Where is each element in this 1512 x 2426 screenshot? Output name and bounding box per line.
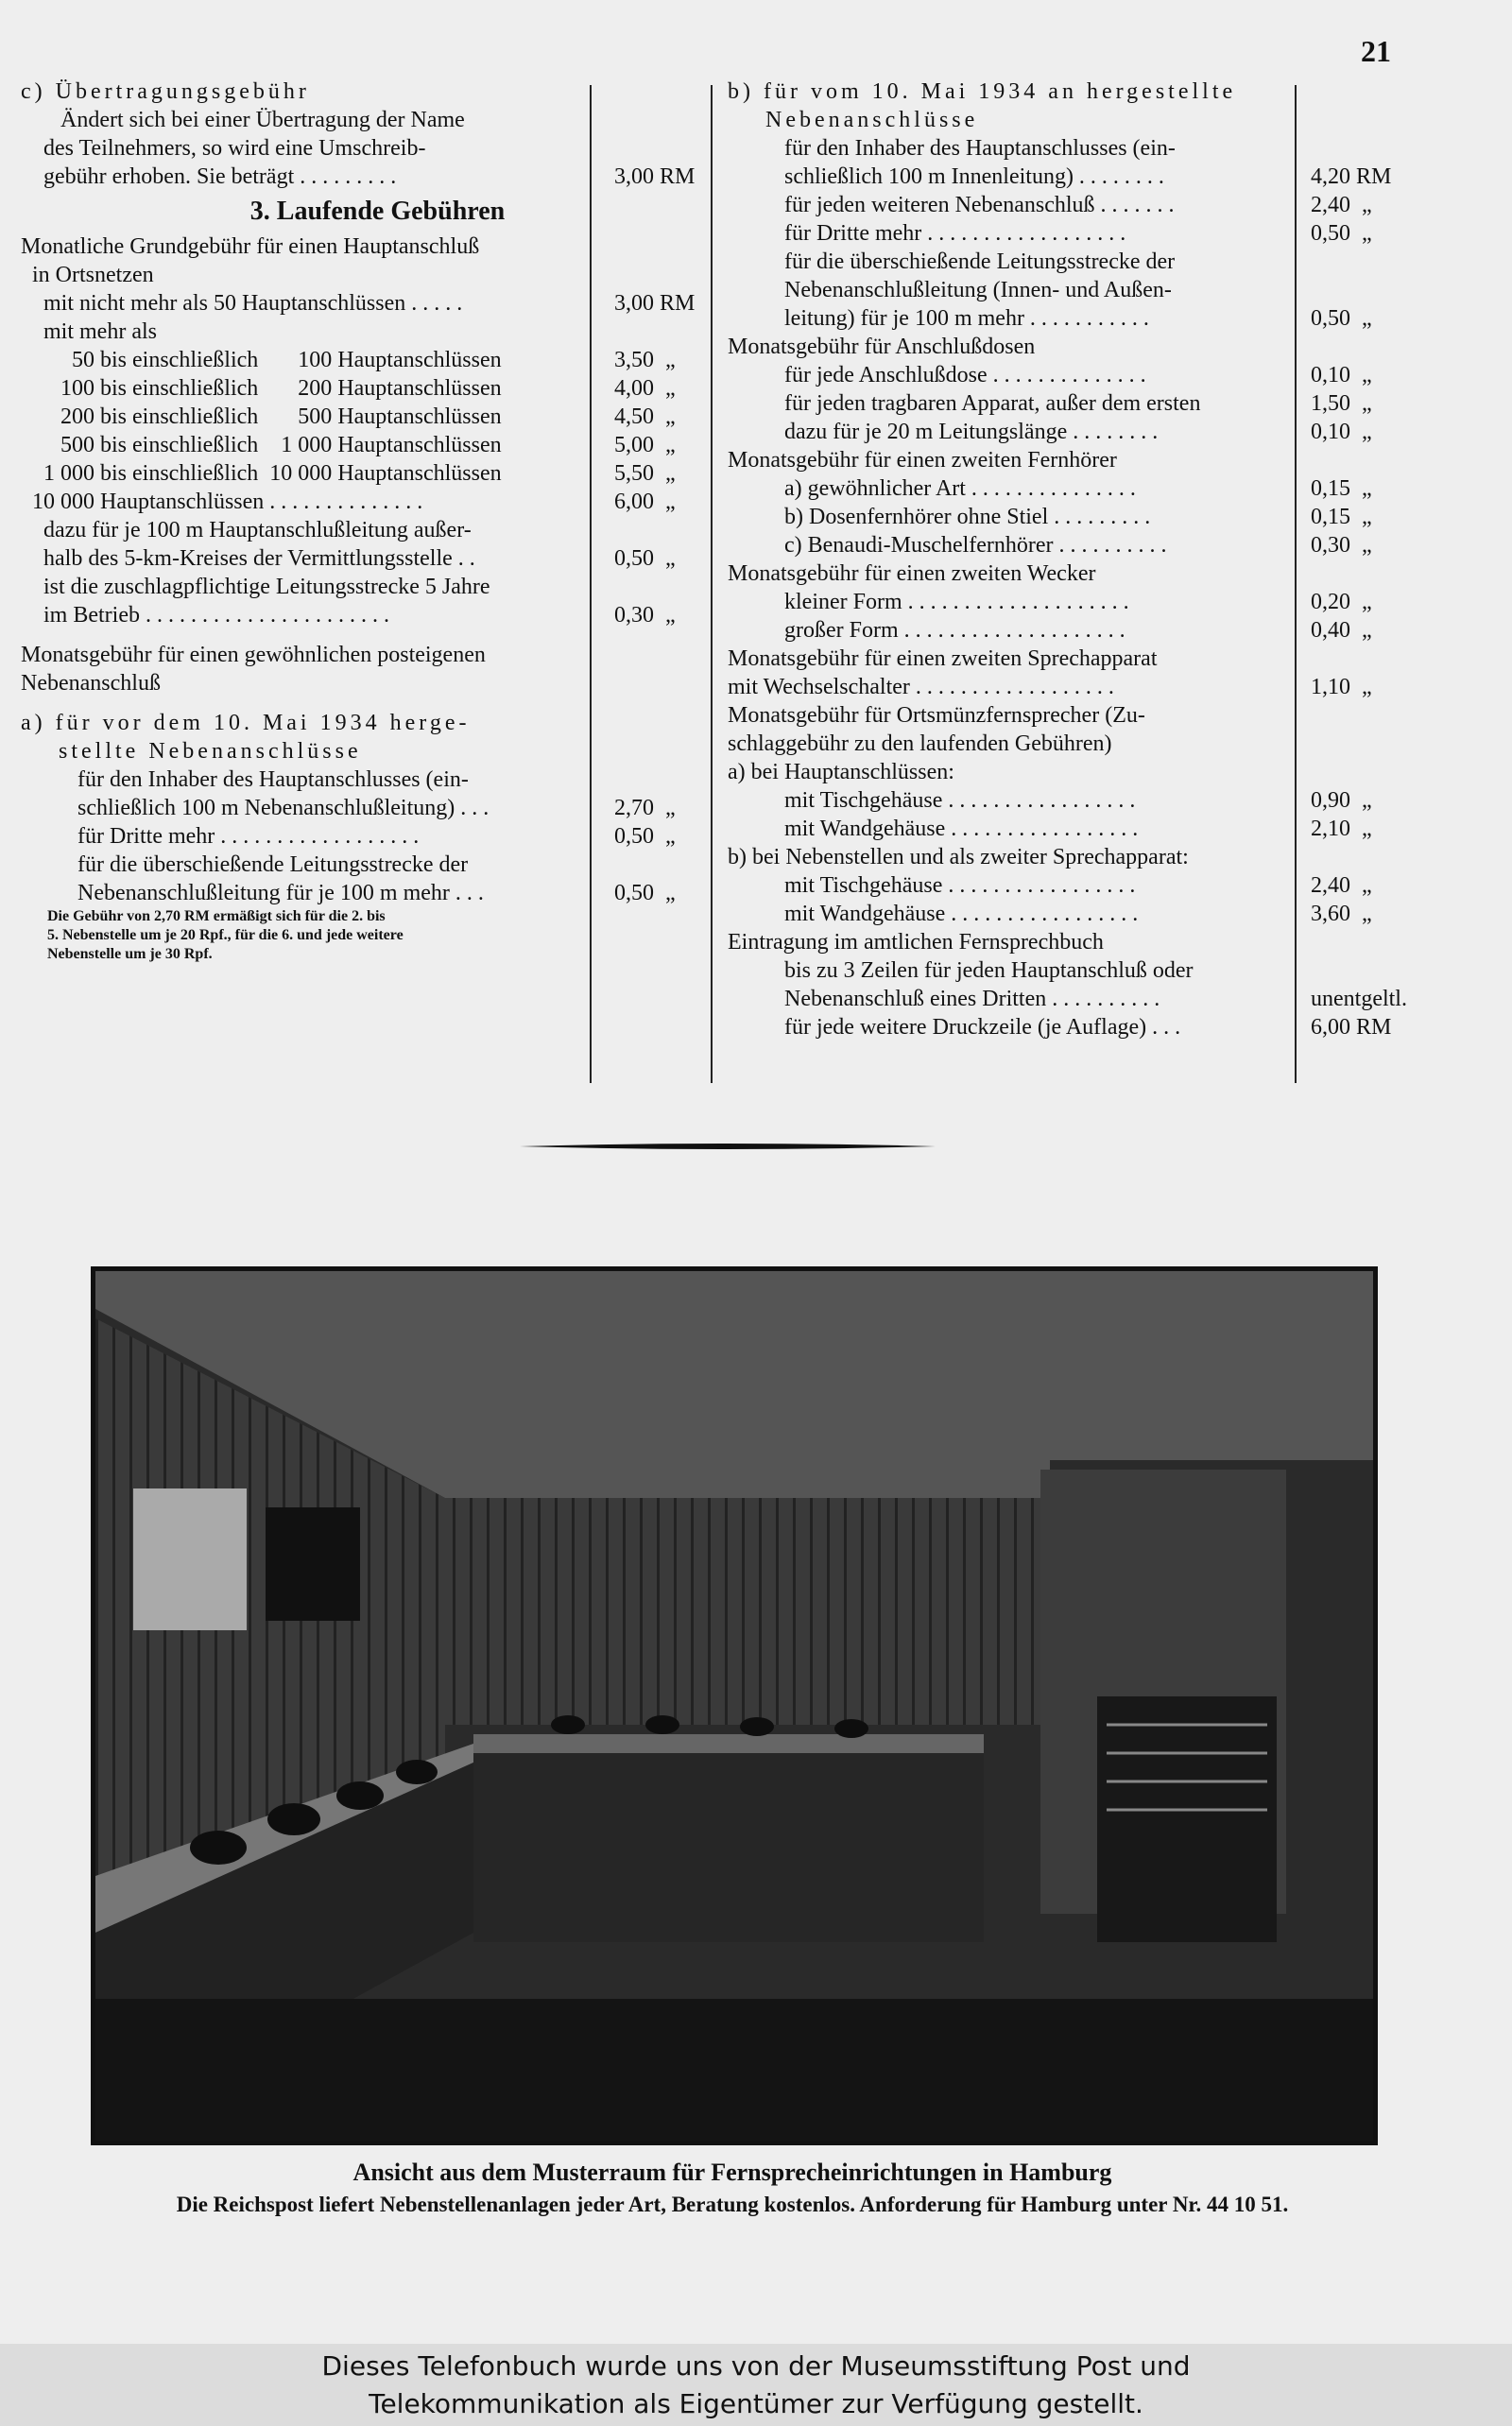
- fee-amount: 1,10 „: [1311, 675, 1372, 699]
- page-number: 21: [1361, 34, 1391, 68]
- fee-description: Monatsgebühr für einen gewöhnlichen posteigenen: [21, 643, 486, 667]
- fee-description: für jeden weiteren Nebenanschluß . . . . . . .: [728, 193, 1175, 217]
- fee-amount: 0,15 „: [1311, 505, 1372, 529]
- showroom-photo: [91, 1266, 1378, 2145]
- fee-line: [728, 786, 1416, 815]
- fee-description: 1 000 bis einschließlich 10 000 Hauptanschlüssen: [21, 461, 502, 486]
- fee-amount: 0,30 „: [1311, 533, 1372, 558]
- fee-description: 500 bis einschließlich 1 000 Hauptanschlüssen: [21, 433, 502, 457]
- fee-amount: 6,00 „: [614, 490, 676, 514]
- fee-line: [21, 459, 696, 488]
- fee-amount: 4,20 RM: [1311, 164, 1392, 189]
- spacer: [21, 697, 696, 709]
- fee-amount: 6,00 RM: [1311, 1015, 1392, 1040]
- fee-line: [728, 843, 1416, 871]
- footnote-line: [21, 926, 696, 945]
- spacer: [21, 629, 696, 641]
- fee-description: schlaggebühr zu den laufenden Gebühren): [728, 731, 1112, 756]
- fee-line: [21, 403, 696, 431]
- fee-description: bis zu 3 Zeilen für jeden Hauptanschluß oder: [728, 958, 1194, 983]
- footnote-line: [21, 945, 696, 964]
- fee-amount: 1,50 „: [1311, 391, 1372, 416]
- fee-line: [21, 879, 696, 907]
- fee-description: für die überschießende Leitungsstrecke der: [728, 249, 1176, 274]
- fee-description: dazu für je 20 m Leitungslänge . . . . . . . .: [728, 420, 1159, 444]
- fee-description: Nebenanschlußleitung für je 100 m mehr . . .: [21, 881, 484, 905]
- section-divider: [520, 1144, 936, 1149]
- fee-line: [728, 276, 1416, 304]
- fee-line: [728, 815, 1416, 843]
- fee-description: Monatsgebühr für einen zweiten Sprechapparat: [728, 646, 1158, 671]
- fee-description: im Betrieb . . . . . . . . . . . . . . . . . . . . . .: [21, 603, 389, 628]
- fee-description: Monatsgebühr für einen zweiten Fernhörer: [728, 448, 1117, 473]
- fee-description: Nebenanschlußleitung (Innen- und Außen-: [728, 278, 1172, 302]
- fee-description: Monatliche Grundgebühr für einen Hauptanschluß: [21, 234, 480, 259]
- fee-amount: unentgeltl.: [1311, 987, 1407, 1011]
- fee-description: stellte Nebenanschlüsse: [21, 739, 362, 764]
- fee-amount: 0,90 „: [1311, 788, 1372, 813]
- fee-description: Eintragung im amtlichen Fernsprechbuch: [728, 930, 1104, 955]
- fee-amount: 2,40 „: [1311, 873, 1372, 898]
- fee-description: für den Inhaber des Hauptanschlusses (ein-: [728, 136, 1176, 161]
- fee-description: für jeden tragbaren Apparat, außer dem ersten: [728, 391, 1201, 416]
- fee-description: für jede Anschlußdose . . . . . . . . . . . . . .: [728, 363, 1146, 387]
- fee-line: [728, 304, 1416, 333]
- fee-line: [728, 673, 1416, 701]
- fee-line: [728, 219, 1416, 248]
- fee-description: kleiner Form . . . . . . . . . . . . . . . . . . . .: [728, 590, 1129, 614]
- fee-description: für Dritte mehr . . . . . . . . . . . . . . . . . .: [21, 824, 420, 849]
- fee-description: für den Inhaber des Hauptanschlusses (ein-: [21, 767, 469, 792]
- archive-footer: [0, 2344, 1512, 2426]
- fee-description: Die Gebühr von 2,70 RM ermäßigt sich für die 2. bis: [47, 908, 386, 924]
- fee-line: [21, 709, 696, 737]
- fee-line: [21, 289, 696, 318]
- fee-description: Nebenanschlüsse: [728, 108, 979, 132]
- fee-amount: 2,10 „: [1311, 817, 1372, 841]
- footer-line-1: Dieses Telefonbuch wurde uns von der Museumsstiftung Post und: [321, 2350, 1191, 2382]
- fee-description: dazu für je 100 m Hauptanschlußleitung außer-: [21, 518, 472, 542]
- fee-description: Nebenstelle um je 30 Rpf.: [47, 946, 213, 962]
- fee-line: [21, 794, 696, 822]
- fee-line: [21, 488, 696, 516]
- fee-line: [21, 573, 696, 601]
- fee-line: [21, 641, 696, 669]
- fee-description: Monatsgebühr für Anschlußdosen: [728, 335, 1036, 359]
- fee-amount: 0,10 „: [1311, 420, 1372, 444]
- fee-line: [728, 1013, 1416, 1041]
- fee-description: Ändert sich bei einer Übertragung der Name: [21, 108, 465, 132]
- fee-amount: 4,50 „: [614, 404, 676, 429]
- fee-description: 5. Nebenstelle um je 20 Rpf., für die 6. und jede weitere: [47, 927, 404, 943]
- fee-line: [728, 446, 1416, 474]
- fee-line: [728, 758, 1416, 786]
- fee-description: gebühr erhoben. Sie beträgt . . . . . . . . .: [21, 164, 397, 189]
- fee-description: Nebenanschluß: [21, 671, 161, 696]
- fee-line: [728, 418, 1416, 446]
- fee-description: Monatsgebühr für einen zweiten Wecker: [728, 561, 1096, 586]
- fee-description: halb des 5-km-Kreises der Vermittlungsstelle . .: [21, 546, 475, 571]
- fee-line: [728, 361, 1416, 389]
- fee-line: [21, 822, 696, 851]
- fee-amount: 0,30 „: [614, 603, 676, 628]
- fee-line: [21, 737, 696, 766]
- fee-line: [21, 77, 696, 106]
- fee-description: schließlich 100 m Nebenanschlußleitung) . . .: [21, 796, 490, 820]
- fee-description: b) für vom 10. Mai 1934 an hergestellte: [728, 79, 1237, 104]
- fee-line: [21, 669, 696, 697]
- fee-amount: 3,50 „: [614, 348, 676, 372]
- fee-line: [728, 134, 1416, 163]
- fee-description: b) bei Nebenstellen und als zweiter Sprechapparat:: [728, 845, 1189, 869]
- fee-line: [21, 601, 696, 629]
- fee-amount: 3,00 RM: [614, 291, 696, 316]
- fee-description: für Dritte mehr . . . . . . . . . . . . . . . . . .: [728, 221, 1126, 246]
- fee-description: 100 bis einschließlich 200 Hauptanschlüssen: [21, 376, 502, 401]
- footer-line-2: Telekommunikation als Eigentümer zur Verfügung gestellt.: [369, 2388, 1143, 2419]
- fee-description: 10 000 Hauptanschlüssen . . . . . . . . . . . . . .: [21, 490, 423, 514]
- photo-caption-subtitle: Die Reichspost liefert Nebenstellenanlagen jeder Art, Beratung kostenlos. Anforderung für Hamburg unter Nr. 44 10 51.: [176, 2193, 1289, 2216]
- fee-line: [21, 106, 696, 134]
- fee-line: [21, 431, 696, 459]
- fee-amount: 0,40 „: [1311, 618, 1372, 643]
- fee-amount: 0,50 „: [614, 824, 676, 849]
- fee-description: ist die zuschlagpflichtige Leitungsstrecke 5 Jahre: [21, 575, 490, 599]
- fee-description: b) Dosenfernhörer ohne Stiel . . . . . . . . .: [728, 505, 1151, 529]
- fee-line: [728, 248, 1416, 276]
- fee-description: für die überschießende Leitungsstrecke der: [21, 852, 469, 877]
- fee-line: [728, 559, 1416, 588]
- fee-line: [728, 77, 1416, 106]
- fee-description: mit Tischgehäuse . . . . . . . . . . . . . . . . .: [728, 788, 1136, 813]
- fee-amount: 4,00 „: [614, 376, 676, 401]
- fee-line: [21, 346, 696, 374]
- fee-description: in Ortsnetzen: [21, 263, 154, 287]
- fee-amount: 0,50 „: [614, 881, 676, 905]
- fee-column-left: [21, 77, 696, 964]
- column-rule-left: [590, 85, 592, 1083]
- fee-line: [728, 531, 1416, 559]
- fee-description: mit nicht mehr als 50 Hauptanschlüssen . . . . .: [21, 291, 463, 316]
- fee-line: [728, 163, 1416, 191]
- fee-line: [21, 851, 696, 879]
- fee-description: a) für vor dem 10. Mai 1934 herge-: [21, 711, 471, 735]
- fee-line: [21, 261, 696, 289]
- fee-amount: 0,15 „: [1311, 476, 1372, 501]
- fee-amount: 2,40 „: [1311, 193, 1372, 217]
- fee-description: schließlich 100 m Innenleitung) . . . . . . . .: [728, 164, 1164, 189]
- column-rule-right: [1295, 85, 1297, 1083]
- fee-line: [728, 588, 1416, 616]
- fee-line: [21, 318, 696, 346]
- fee-description: a) gewöhnlicher Art . . . . . . . . . . . . . . .: [728, 476, 1136, 501]
- fee-description: mit Wandgehäuse . . . . . . . . . . . . . . . . .: [728, 817, 1139, 841]
- fee-description: für jede weitere Druckzeile (je Auflage) . . .: [728, 1015, 1181, 1040]
- fee-description: leitung) für je 100 m mehr . . . . . . . . . . .: [728, 306, 1149, 331]
- photo-caption-title: Ansicht aus dem Musterraum für Fernsprecheinrichtungen in Hamburg: [352, 2159, 1112, 2186]
- footnote-line: [21, 907, 696, 926]
- fee-description: mit mehr als: [21, 319, 157, 344]
- fee-line: [21, 374, 696, 403]
- fee-description: großer Form . . . . . . . . . . . . . . . . . . . .: [728, 618, 1125, 643]
- fee-amount: 2,70 „: [614, 796, 676, 820]
- fee-amount: 3,60 „: [1311, 902, 1372, 926]
- fee-amount: 5,00 „: [614, 433, 676, 457]
- fee-line: [21, 232, 696, 261]
- fee-line: [728, 900, 1416, 928]
- column-rule-center: [711, 85, 713, 1083]
- fee-amount: 5,50 „: [614, 461, 676, 486]
- fee-description: 50 bis einschließlich 100 Hauptanschlüssen: [21, 348, 502, 372]
- fee-description: c) Übertragungsgebühr: [21, 79, 310, 104]
- fee-amount: 0,50 „: [1311, 306, 1372, 331]
- fee-line: [728, 730, 1416, 758]
- fee-line: [728, 333, 1416, 361]
- fee-line: [21, 766, 696, 794]
- fee-description: Nebenanschluß eines Dritten . . . . . . . . . .: [728, 987, 1160, 1011]
- fee-line: [728, 928, 1416, 956]
- fee-description: a) bei Hauptanschlüssen:: [728, 760, 954, 784]
- fee-amount: 0,50 „: [1311, 221, 1372, 246]
- fee-line: [728, 503, 1416, 531]
- fee-description: Monatsgebühr für Ortsmünzfernsprecher (Zu-: [728, 703, 1145, 728]
- fee-line: [728, 474, 1416, 503]
- fee-line: [728, 956, 1416, 985]
- fee-description: c) Benaudi-Muschelfernhörer . . . . . . . . . .: [728, 533, 1167, 558]
- fee-line: [728, 871, 1416, 900]
- fee-amount: 3,00 RM: [614, 164, 696, 189]
- fee-line: [21, 134, 696, 163]
- fee-line: [728, 701, 1416, 730]
- fee-amount: 0,20 „: [1311, 590, 1372, 614]
- fee-description: 200 bis einschließlich 500 Hauptanschlüssen: [21, 404, 502, 429]
- fee-description: mit Wechselschalter . . . . . . . . . . . . . . . . . .: [728, 675, 1114, 699]
- fee-column-right: [728, 77, 1416, 1041]
- fee-description: mit Tischgehäuse . . . . . . . . . . . . . . . . .: [728, 873, 1136, 898]
- fee-line: [728, 191, 1416, 219]
- fee-line: [728, 985, 1416, 1013]
- fee-line: [728, 106, 1416, 134]
- fee-amount: 0,50 „: [614, 546, 676, 571]
- fee-line: [21, 544, 696, 573]
- section-heading: 3. Laufende Gebühren: [249, 197, 506, 226]
- fee-amount: 0,10 „: [1311, 363, 1372, 387]
- fee-line: [21, 163, 696, 191]
- fee-description: des Teilnehmers, so wird eine Umschreib-: [21, 136, 426, 161]
- fee-line: [728, 389, 1416, 418]
- fee-line: [21, 516, 696, 544]
- fee-line: [728, 645, 1416, 673]
- fee-line: [728, 616, 1416, 645]
- fee-description: mit Wandgehäuse . . . . . . . . . . . . . . . . .: [728, 902, 1139, 926]
